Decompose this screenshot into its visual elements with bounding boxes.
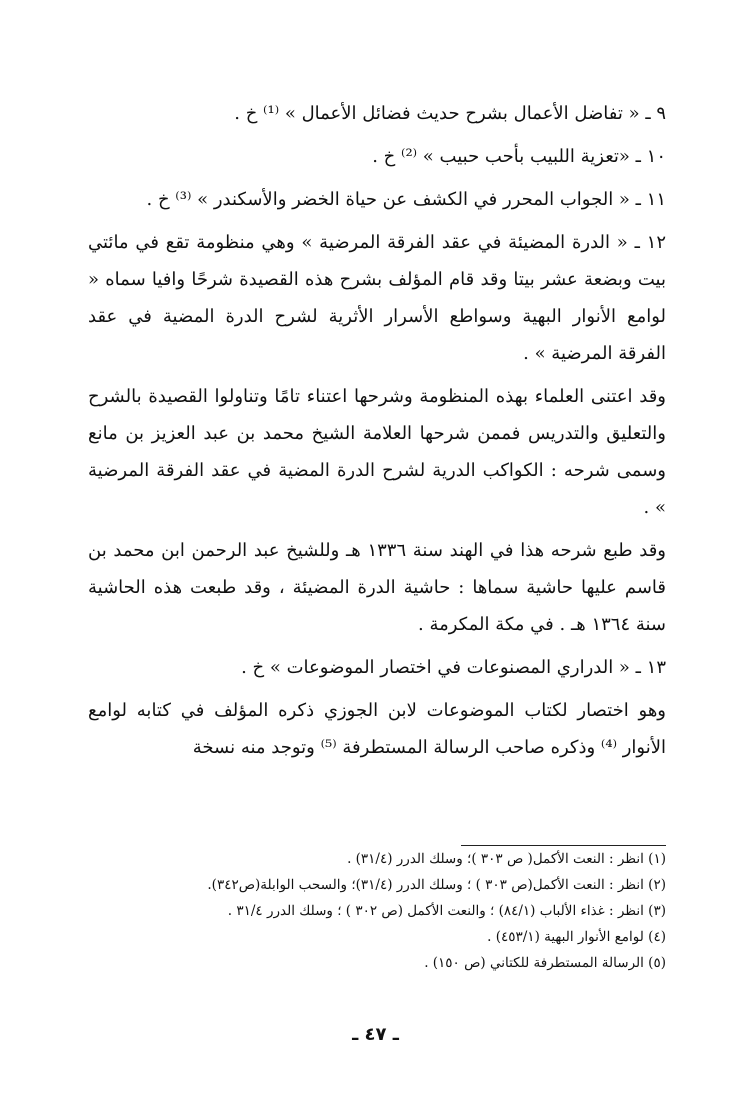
footnote-2: (٢) انظر : النعت الأكمل(ص ٣٠٣ ) ؛ وسلك الدرر (٣١/٤)؛ والسحب الوابلة(ص٣٤٢). xyxy=(207,877,666,893)
list-item-11: ١١ ـ « الجواب المحرر في الكشف عن حياة الخضر والأسكندر » ⁽³⁾ خ . xyxy=(146,189,666,210)
main-text xyxy=(88,95,666,766)
list-item-13: ١٣ ـ « الدراري المصنوعات في اختصار الموضوعات » خ . xyxy=(241,657,666,678)
footnote-5: (٥) الرسالة المستطرفة للكتاني (ص ١٥٠) . xyxy=(424,955,666,971)
paragraph-commentary: وقد اعتنى العلماء بهذه المنظومة وشرحها اعتناء تامًا وتناولوا القصيدة بالشرح والتعليق والتدريس فممن شرحها العلامة الشيخ محمد بن عبد العزيز بن مانع وسمى شرحه : الكواكب الدرية لشرح الدرة المضية في عقد الفرقة المرضية » . xyxy=(88,386,666,518)
footnote-4: (٤) لوامع الأنوار البهية (٤٥٣/١) . xyxy=(487,929,666,945)
list-item-10: ١٠ ـ «تعزية اللبيب بأحب حبيب » ⁽²⁾ خ . xyxy=(372,146,666,167)
footnote-3: (٣) انظر : غذاء الألباب (٨٤/١) ؛ والنعت الأكمل (ص ٣٠٢ ) ؛ وسلك الدرر ٣١/٤ . xyxy=(227,903,666,919)
footnotes xyxy=(88,845,666,976)
list-item-9: ٩ ـ « تفاضل الأعمال بشرح حديث فضائل الأعمال » ⁽¹⁾ خ . xyxy=(234,103,666,124)
footnote-1: (١) انظر : النعت الأكمل( ص ٣٠٣ )؛ وسلك الدرر (٣١/٤) . xyxy=(347,851,666,867)
page-number: ـ ٤٧ ـ xyxy=(352,1024,399,1045)
list-item-12: ١٢ ـ « الدرة المضيئة في عقد الفرقة المرضية » وهي منظومة تقع في مائتي بيت وبضعة عشر بيتا وقد قام المؤلف بشرح هذه القصيدة شرحًا وافيا سماه « لوامع الأنوار البهية وسواطع الأسرار الأثرية لشرح الدرة المضية في عقد الفرقة المرضية » . xyxy=(88,232,666,364)
paragraph-printing: وقد طبع شرحه هذا في الهند سنة ١٣٣٦ هـ وللشيخ عبد الرحمن ابن محمد بن قاسم عليها حاشية سماها : حاشية الدرة المضيئة ، وقد طبعت هذه الحاشية سنة ١٣٦٤ هـ . في مكة المكرمة . xyxy=(88,540,666,635)
paragraph-summary: وهو اختصار لكتاب الموضوعات لابن الجوزي ذكره المؤلف في كتابه لوامع الأنوار ⁽⁴⁾ وذكره صاحب الرسالة المستطرفة ⁽⁵⁾ وتوجد منه نسخة xyxy=(88,700,666,758)
